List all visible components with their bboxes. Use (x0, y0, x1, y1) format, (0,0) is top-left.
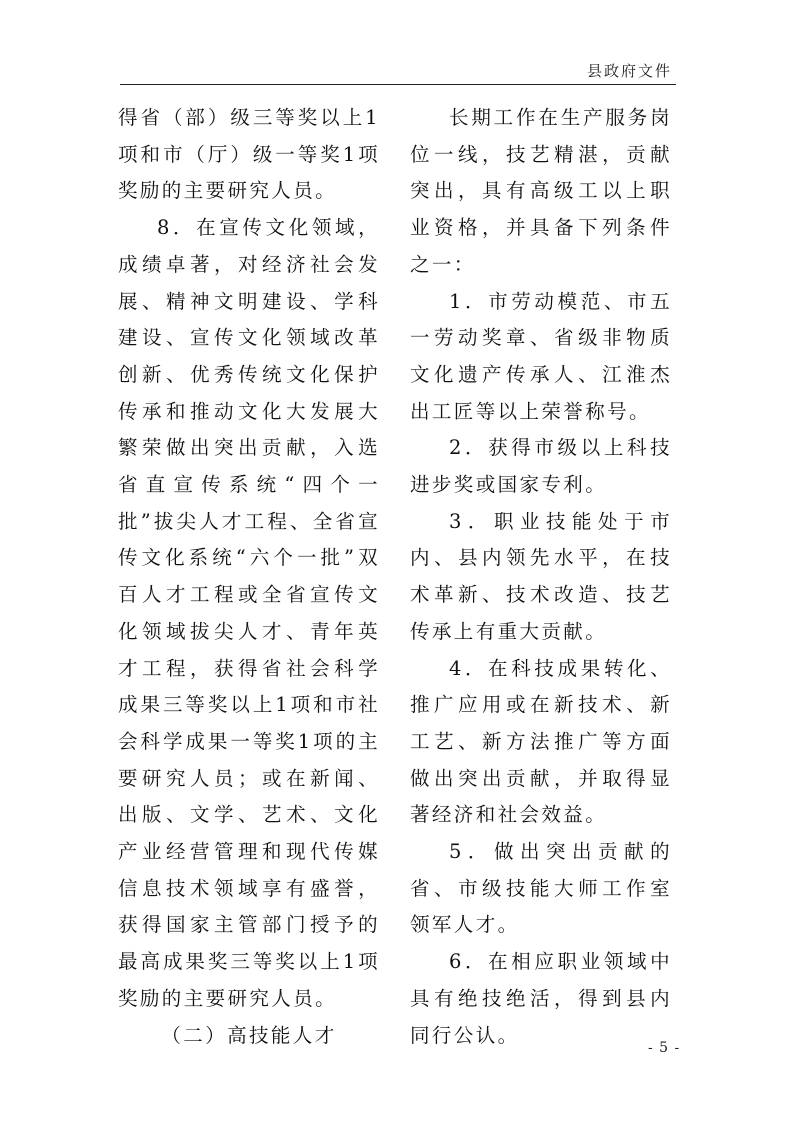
list-item-5: 5．做出突出贡献的省、市级技能大师工作室领军人才。 (410, 840, 672, 937)
left-column (118, 100, 380, 1054)
list-item-1: 1．市劳动模范、市五一劳动奖章、省级非物质文化遗产传承人、江淮杰出工匠等以上荣誉称号。 (410, 289, 672, 423)
list-item-6: 6．在相应职业领域中具有绝技绝活，得到县内同行公认。 (410, 950, 672, 1047)
paragraph-intro: 长期工作在生产服务岗位一线，技艺精湛，贡献突出，具有高级工以上职业资格，并具备下列条件之一： (410, 106, 672, 276)
page-number: - 5 - (648, 1040, 681, 1056)
page-header (120, 56, 676, 85)
right-column (410, 100, 672, 1054)
list-item-4: 4．在科技成果转化、推广应用或在新技术、新工艺、新方法推广等方面做出突出贡献，并取得显著经济和社会效益。 (410, 656, 672, 827)
paragraph-continuation: 得省（部）级三等奖以上1项和市（厅）级一等奖1项奖励的主要研究人员。 (118, 106, 380, 203)
header-title: 县政府文件 (586, 62, 672, 80)
list-item-2: 2．获得市级以上科技进步奖或国家专利。 (410, 436, 672, 497)
list-item-3: 3．职业技能处于市内、县内领先水平，在技术革新、技术改造、技艺传承上有重大贡献。 (410, 509, 672, 643)
section-heading: （二）高技能人才 (161, 1023, 337, 1047)
paragraph-item-8: 8．在宣传文化领域，成绩卓著，对经济社会发展、精神文明建设、学科建设、宣传文化领域改革创新、优秀传统文化保护传承和推动文化大发展大繁荣做出突出贡献，入选省直宣传系统“四个一批”拔尖人才工程、全省宣传文化系统“六个一批”双百人才工程或全省宣传文化领域拔尖人才、青年英才工程，获得省社会科学成果三等奖以上1项和市社会科学成果一等奖1项的主要研究人员；或在新闻、出版、文学、艺术、文化产业经营管理和现代传媒信息技术领域享有盛誉，获得国家主管部门授予的最高成果奖三等奖以上1项奖励的主要研究人员。 (118, 216, 380, 1010)
